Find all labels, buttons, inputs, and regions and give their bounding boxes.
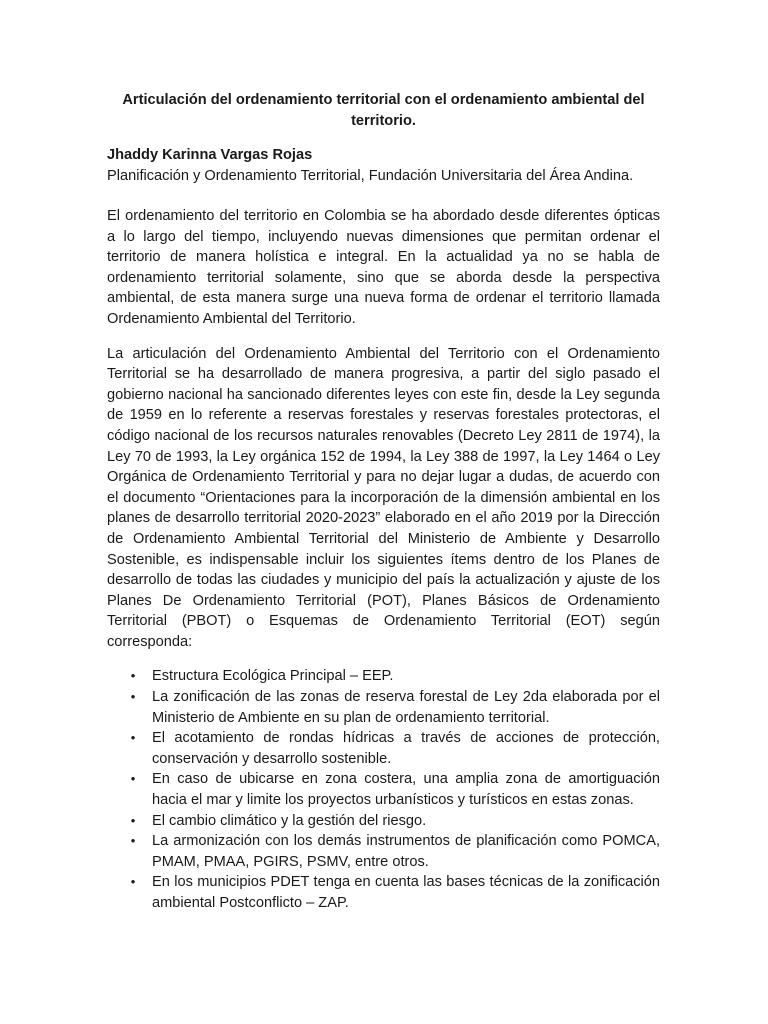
paragraph-intro: El ordenamiento del territorio en Colombia se ha abordado desde diferentes ópticas a lo largo del tiempo, incluyendo nuevas dimensiones que permitan ordenar el territorio de manera holística e integral. En la actualidad ya no se habla de ordenamiento territorial solamente, sino que se aborda desde la perspectiva ambiental, de esta manera surge una nueva forma de ordenar el territorio llamada Ordenamiento Ambiental del Territorio. xyxy=(107,208,660,327)
list-item xyxy=(107,687,660,728)
list-item-text: Estructura Ecológica Principal – EEP. xyxy=(152,668,394,685)
list-item xyxy=(107,811,660,832)
list-item-text: El acotamiento de rondas hídricas a través de acciones de protección, conservación y desarrollo sostenible. xyxy=(152,730,660,767)
document-title: Articulación del ordenamiento territorial con el ordenamiento ambiental del territorio. xyxy=(122,92,645,129)
bullet-icon: • xyxy=(130,833,136,849)
bullet-icon: • xyxy=(130,668,136,684)
document-page xyxy=(107,90,660,914)
list-item-text: La armonización con los demás instrumentos de planificación como POMCA, PMAM, PMAA, PGIRS, PSMV, entre otros. xyxy=(152,833,660,870)
list-item xyxy=(107,872,660,913)
list-item xyxy=(107,769,660,810)
list-item xyxy=(107,666,660,687)
author-affiliation: Planificación y Ordenamiento Territorial, Fundación Universitaria del Área Andina. xyxy=(107,168,634,184)
bullet-icon: • xyxy=(130,771,136,787)
list-item xyxy=(107,728,660,769)
list-item-text: El cambio climático y la gestión del riesgo. xyxy=(152,812,427,829)
author-name: Jhaddy Karinna Vargas Rojas xyxy=(107,147,313,163)
bullet-icon: • xyxy=(130,689,136,705)
paragraph-articulation: La articulación del Ordenamiento Ambiental del Territorio con el Ordenamiento Territorial se ha desarrollado de manera progresiva, a partir del siglo pasado el gobierno nacional ha sancionado diferentes leyes con este fin, desde la Ley segunda de 1959 en lo referente a reservas forestales y reservas forestales protectoras, el código nacional de los recursos naturales renovables (Decreto Ley 2811 de 1974), la Ley 70 de 1993, la Ley orgánica 152 de 1994, la Ley 388 de 1997, la Ley 1464 o Ley Orgánica de Ordenamiento Territorial y para no dejar lugar a dudas, de acuerdo con el documento “Orientaciones para la incorporación de la dimensión ambiental en los planes de desarrollo territorial 2020-2023” elaborado en el año 2019 por la Dirección de Ordenamiento Ambiental Territorial del Ministerio de Ambiente y Desarrollo Sostenible, es indispensable incluir los siguientes ítems dentro de los Planes de desarrollo de todas las ciudades y municipio del país la actualización y ajuste de los Planes De Ordenamiento Territorial (POT), Planes Básicos de Ordenamiento Territorial (PBOT) o Esquemas de Ordenamiento Territorial (EOT) según corresponda: xyxy=(107,345,660,650)
list-item xyxy=(107,831,660,872)
requirements-list xyxy=(107,666,660,913)
list-item-text: En los municipios PDET tenga en cuenta las bases técnicas de la zonificación ambiental Postconflicto – ZAP. xyxy=(152,874,660,911)
list-item-text: En caso de ubicarse en zona costera, una amplia zona de amortiguación hacia el mar y limite los proyectos urbanísticos y turísticos en estas zonas. xyxy=(152,771,660,809)
bullet-icon: • xyxy=(130,812,136,828)
bullet-icon: • xyxy=(130,874,136,890)
bullet-icon: • xyxy=(130,730,136,746)
list-item-text: La zonificación de las zonas de reserva forestal de Ley 2da elaborada por el Ministerio de Ambiente en su plan de ordenamiento territorial. xyxy=(152,689,660,726)
